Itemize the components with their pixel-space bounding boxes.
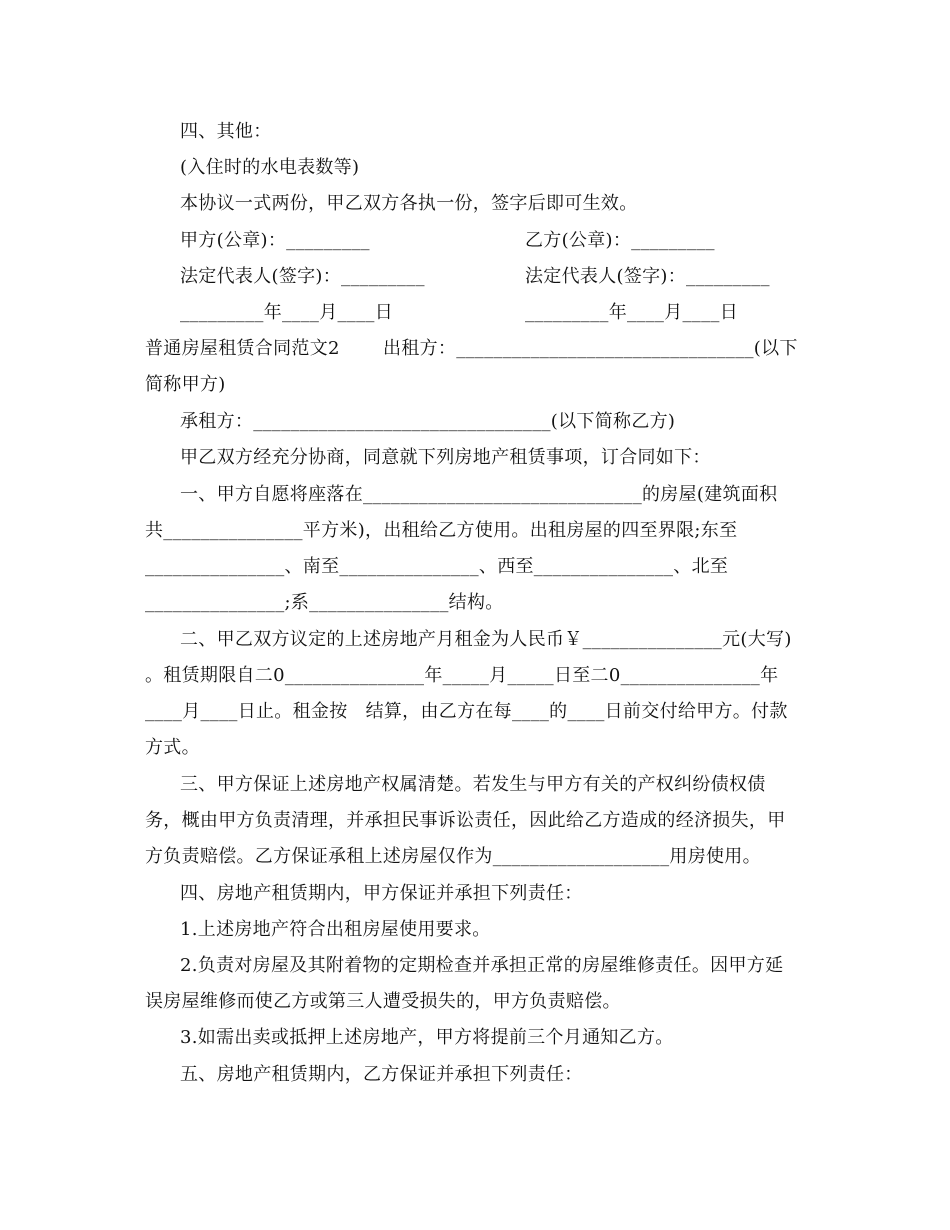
list-item: 2.负责对房屋及其附着物的定期检查并承担正常的房屋维修责任。因甲方延 (180, 955, 784, 976)
lessor-line: 出租方：________________________________(以下 (383, 338, 798, 359)
party-b-seal: 乙方(公章)：_________ (525, 230, 715, 251)
party-b-representative: 法定代表人(签字)：_________ (525, 266, 770, 287)
clause-2: 二、甲乙双方议定的上述房地产月租金为人民币￥_______________元(大写) (180, 629, 792, 650)
list-item: 3.如需出卖或抵押上述房地产，甲方将提前三个月通知乙方。 (180, 1027, 674, 1048)
text-line: 方式。 (145, 737, 200, 758)
text-line: 方负责赔偿。乙方保证承租上述房屋仅作为___________________用房使用。 (145, 846, 761, 867)
party-a-date: _________年____月____日 (180, 302, 393, 323)
party-a-representative: 法定代表人(签字)：_________ (180, 266, 425, 287)
clause-5: 五、房地产租赁期内，乙方保证并承担下列责任： (180, 1064, 583, 1085)
text-line: 共_______________平方米)，出租给乙方使用。出租房屋的四至界限;东至 (145, 520, 738, 541)
clause-4: 四、房地产租赁期内，甲方保证并承担下列责任： (180, 883, 583, 904)
text-line: 甲乙双方经充分协商，同意就下列房地产租赁事项，订合同如下： (180, 447, 711, 468)
clause-3: 三、甲方保证上述房地产权属清楚。若发生与甲方有关的产权纠纷债权债 (180, 774, 766, 795)
text-line: 务，概由甲方负责清理，并承担民事诉讼责任，因此给乙方造成的经济损失，甲 (145, 810, 786, 831)
contract-title: 普通房屋租赁合同范文2 (145, 338, 340, 359)
section-heading-other: 四、其他： (180, 121, 272, 142)
text-line: 误房屋维修而使乙方或第三人遭受损失的，甲方负责赔偿。 (145, 991, 621, 1012)
text-line: (入住时的水电表数等) (180, 157, 360, 178)
list-item: 1.上述房地产符合出租房屋使用要求。 (180, 919, 491, 940)
party-b-date: _________年____月____日 (525, 302, 738, 323)
lessee-line: 承租方：________________________________(以下简称乙方) (180, 411, 676, 432)
text-line: ____月____日止。租金按 结算，由乙方在每____的____日前交付给甲方。付款 (145, 701, 788, 722)
text-line: 简称甲方) (145, 374, 226, 395)
text-line: 本协议一式两份，甲乙双方各执一份，签字后即可生效。 (180, 193, 638, 214)
party-a-seal: 甲方(公章)：_________ (180, 230, 370, 251)
text-line: 。租赁期限自二0_______________年_____月_____日至二0_______________年 (145, 665, 779, 686)
clause-1: 一、甲方自愿将座落在______________________________的房屋(建筑面积 (180, 484, 778, 505)
text-line: _______________;系_______________结构。 (145, 592, 504, 613)
text-line: _______________、南至_______________、西至_______________、北至 (145, 556, 729, 577)
